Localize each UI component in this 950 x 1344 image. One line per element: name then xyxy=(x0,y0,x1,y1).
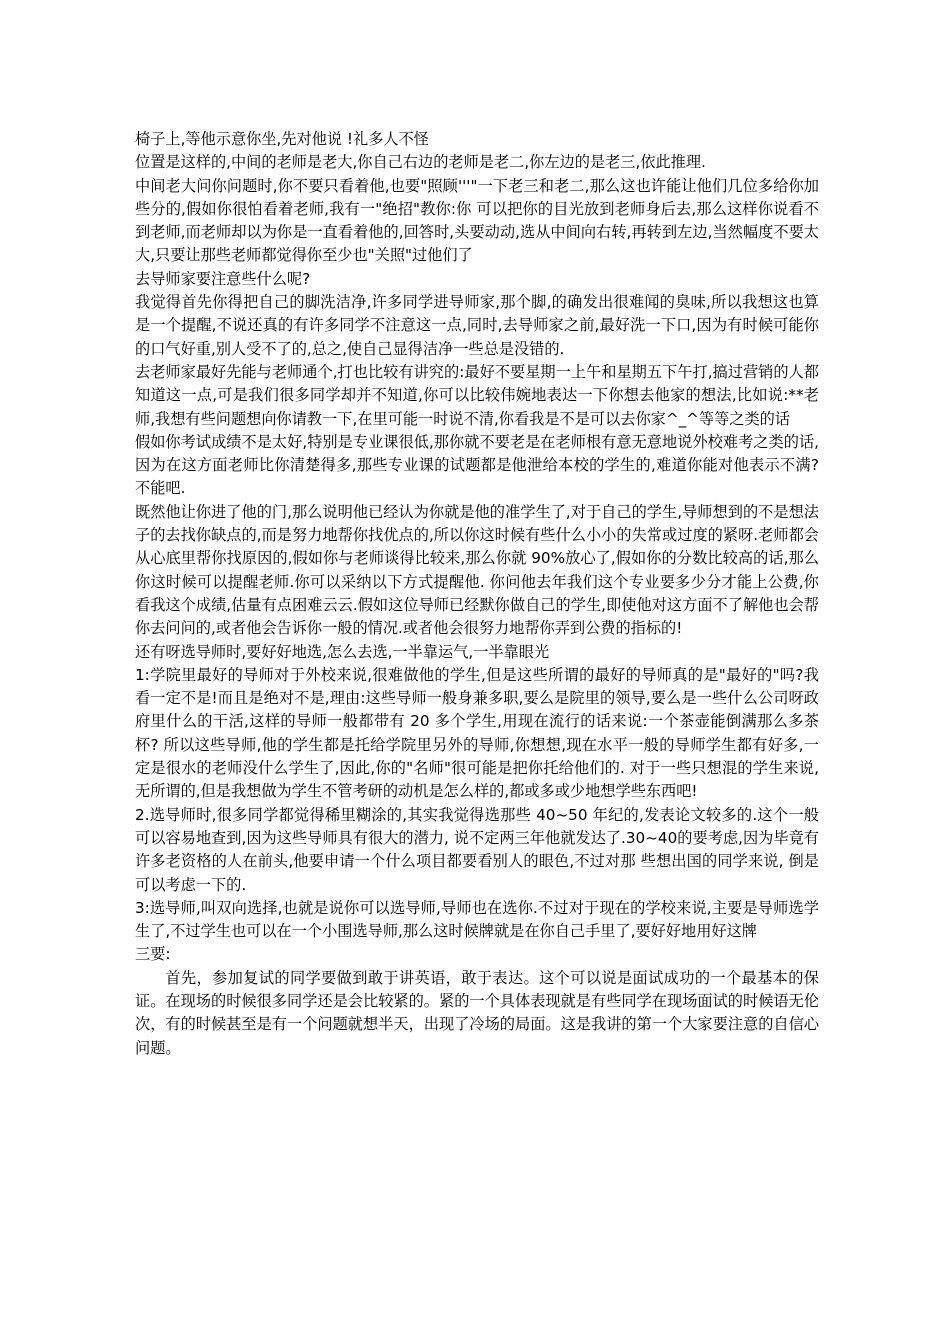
list-item-2: 2.选导师时,很多同学都觉得稀里糊涂的,其实我觉得选那些 40~50 年纪的,发表论文较多的.这个一般可以容易地查到,因为这些导师具有很大的潜力, 说不定两三年他就发达了.30~40的要考虑,因为毕竟有许多老资格的人在前头,他要申请一个什么项目都要看别人的眼色,不过对那 些想出国的同学来说, 倒是可以考虑一下的. xyxy=(135,805,819,894)
paragraph-1: 椅子上,等他示意你坐,先对他说 !礼多人不怪 xyxy=(135,130,429,148)
paragraph-8: 既然他让你进了他的门,那么说明他已经认为你就是他的准学生了,对于自己的学生,导师想到的不是想法子的去找你缺点的,而是努力地帮你找优点的,所以你这时候有些什么小小的失常或过度的紧呀.老师都会从心底里帮你找原因的,假如你与老师谈得比较来,那么你就 90%放心了,假如你的分数比较高的话,那么你这时候可以提醒老师.你可以采纳以下方式提醒他. 你问他去年我们这个专业要多少分才能上公费,你看我这个成绩,估量有点困难云云.假如这位导师已经默你做自己的学生,即使他对这方面不了解他也会帮你去问问的,或者他会告诉你一般的情况.或者他会很努力地帮你弄到公费的指标的! xyxy=(135,502,819,638)
section-heading-choose-mentor: 还有呀选导师时,要好好地选,怎么去选,一半靠运气,一半靠眼光 xyxy=(135,642,550,661)
paragraph-5: 我觉得首先你得把自己的脚洗洁净,许多同学进导师家,那个脚,的确发出很难闻的臭味,所以我想这也算是一个提醒,不说还真的有许多同学不注意这一点,同时,去导师家之前,最好洗一下口,因为有时候可能你的口气好重,别人受不了的,总之,使自己显得洁净一些总是没错的. xyxy=(135,293,819,358)
document-body xyxy=(135,128,819,1060)
list-item-3: 3:选导师,叫双向选择,也就是说你可以选导师,导师也在选你.不过对于现在的学校来说,主要是导师选学生了,不过学生也可以在一个小围选导师,那么这时候牌就是在你自己手里了,要好好地用好这牌 xyxy=(135,898,819,941)
paragraph-7: 假如你考试成绩不是太好,特别是专业课很低,那你就不要老是在老师根有意无意地说外校难考之类的话,因为在这方面老师比你清楚得多,那些专业课的试题都是他泄给本校的学生的,难道你能对他表示不满?不能吧. xyxy=(135,432,819,498)
paragraph-2: 位置是这样的,中间的老师是老大,你自己右边的老师是老二,你左边的是老三,依此推理. xyxy=(135,153,706,172)
section-heading-three-musts: 三要: xyxy=(135,945,171,964)
list-item-1: 1:学院里最好的导师对于外校来说,很难做他的学生,但是这些所谓的最好的导师真的是"最好的"吗?我看一定不是!而且是绝对不是,理由:这些导师一般身兼多职,要么是院里的领导,要么是一些什么公司呀政府里什么的干活,这样的导师一般都带有 20 多个学生,用现在流行的话来说:一个茶壶能倒满那么多茶杯? 所以这些导师,他的学生都是托给学院里另外的导师,你想想,现在水平一般的导师学生都有好多,一定是很水的老师没什么学生了,因此,你的"名师"很可能是把你托给他们的. 对于一些只想混的学生来说,无所谓的,但是我想做为学生不管考研的动机是怎么样的,都或多或少地想学些东西吧! xyxy=(135,665,819,801)
paragraph-3: 中间老大问你问题时,你不要只看着他,也要"照顾'''"一下老三和老二,那么这也许能让他们几位多给你加些分的,假如你很怕看着老师,我有一"绝招"教你:你 可以把你的目光放到老师身后去,那么这样你说看不到老师,而老师却以为你是一直看着他的,回答时,头要动动,选从中间向右转,再转到左边,当然幅度不要太 大,只要让那些老师都觉得你至少也"关照"过他们了 xyxy=(135,176,819,265)
section-heading-mentor-home: 去导师家要注意些什么呢? xyxy=(135,269,311,288)
paragraph-14: 首先，参加复试的同学要做到敢于讲英语，敢于表达。这个可以说是面试成功的一个最基本的保证。在现场的时候很多同学还是会比较紧的。紧的一个具体表现就是有些同学在现场面试的时候语无伦次，有的时候甚至是有一个问题就想半天，出现了冷场的局面。这是我讲的第一个大家要注意的自信心问题。 xyxy=(135,968,819,1057)
paragraph-6: 去老师家最好先能与老师通个,打也比较有讲究的:最好不要星期一上午和星期五下午打,搞过营销的人都知道这一点,可是我们很多同学却并不知道,你可以比较伟婉地表达一下你想去他家的想法,比如说:**老师,我想有些问题想向你请教一下,在里可能一时说不清,你看我是不是可以去你家^_^等等之类的话 xyxy=(135,362,819,428)
